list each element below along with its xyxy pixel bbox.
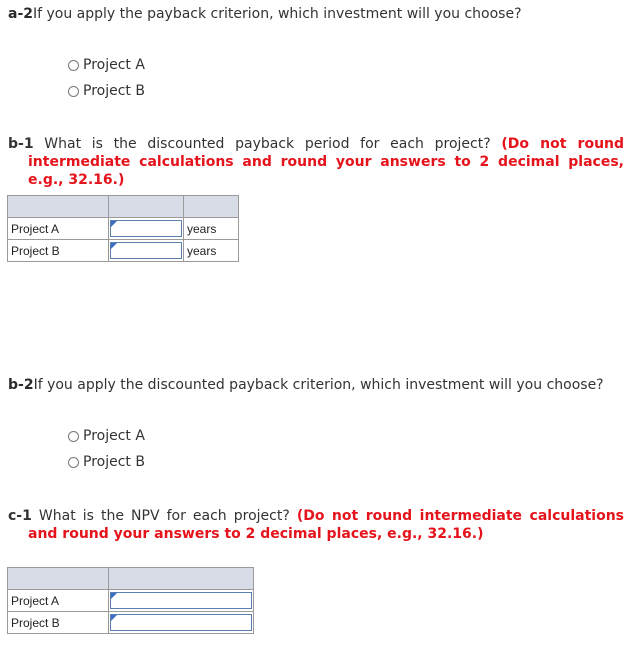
- table-row: [8, 240, 239, 262]
- radio-label: Project A: [83, 57, 145, 73]
- question-text: What is the discounted payback period for each project?: [44, 136, 491, 152]
- question-label: a-2: [8, 6, 33, 22]
- question-text: If you apply the payback criterion, which investment will you choose?: [33, 6, 522, 22]
- table-row: [8, 612, 254, 634]
- radio-label: Project B: [83, 83, 145, 99]
- instruction-text: (Do not round intermediate calculations and round your answers to 2 decimal places, e.g., 32.16.): [28, 136, 625, 188]
- table-row: [8, 590, 254, 612]
- instruction-text: (Do not round intermediate calculations and round your answers to 2 decimal places, e.g., 32.16.): [28, 508, 624, 542]
- radio-option[interactable]: [68, 454, 145, 470]
- radio-button-icon[interactable]: [68, 431, 79, 442]
- question-label: b-1: [8, 136, 34, 152]
- answer-input[interactable]: [110, 592, 252, 609]
- radio-option[interactable]: [68, 57, 145, 73]
- question-text: What is the NPV for each project?: [38, 508, 290, 524]
- row-label: Project B: [8, 240, 109, 262]
- answer-table: [7, 567, 254, 634]
- question-label: b-2: [8, 377, 34, 393]
- row-label: Project B: [8, 612, 109, 634]
- radio-label: Project A: [83, 428, 145, 444]
- answer-input[interactable]: [110, 220, 182, 237]
- table-row: [8, 218, 239, 240]
- radio-label: Project B: [83, 454, 145, 470]
- question-b2: [8, 376, 604, 394]
- unit-label: years: [184, 240, 239, 262]
- question-c1: [8, 507, 624, 543]
- radio-button-icon[interactable]: [68, 86, 79, 97]
- unit-label: years: [184, 218, 239, 240]
- question-b1: [8, 135, 624, 189]
- question-a2: [8, 5, 522, 23]
- row-label: Project A: [8, 590, 109, 612]
- answer-input[interactable]: [110, 614, 252, 631]
- radio-option[interactable]: [68, 83, 145, 99]
- row-label: Project A: [8, 218, 109, 240]
- radio-option[interactable]: [68, 428, 145, 444]
- question-text: If you apply the discounted payback criterion, which investment will you choose?: [33, 377, 604, 393]
- question-label: c-1: [8, 508, 32, 524]
- answer-input[interactable]: [110, 242, 182, 259]
- answer-table: [7, 195, 239, 262]
- table-header: [8, 196, 239, 218]
- table-header: [8, 568, 254, 590]
- radio-button-icon[interactable]: [68, 457, 79, 468]
- radio-button-icon[interactable]: [68, 60, 79, 71]
